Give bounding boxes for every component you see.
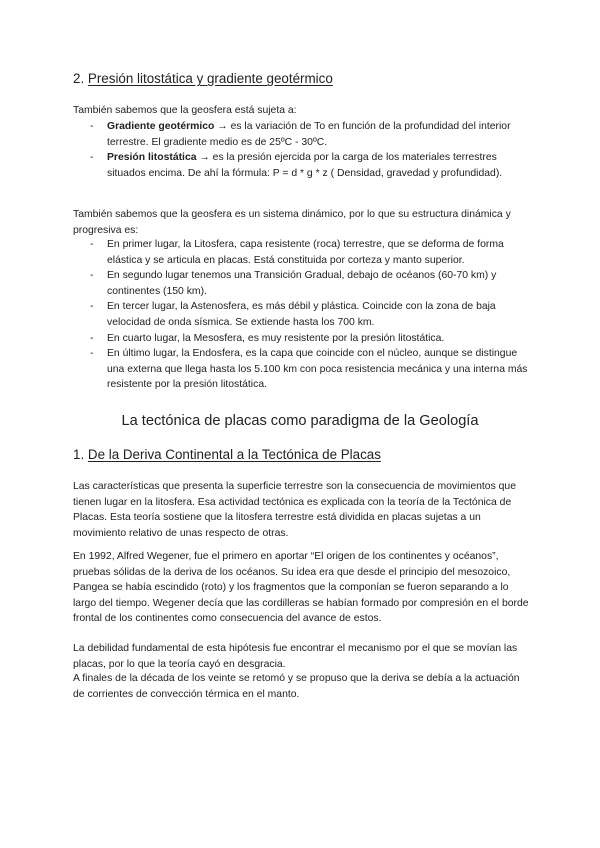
list-estructura-dinamica <box>73 237 531 393</box>
list-item <box>73 346 531 393</box>
term-definition: → es la presión ejercida por la carga de los materiales terrestres situados encima. De ahí la fórmula: P = d * g * z ( Densidad, gravedad y profundidad). <box>107 152 503 179</box>
bullet-dash: - <box>90 270 94 282</box>
bullet-dash: - <box>90 332 94 344</box>
bullet-dash: - <box>90 239 94 250</box>
list-item <box>73 150 531 181</box>
term-definition: → es la variación de To en función de la profundidad del interior terrestre. El gradiente medio es de 25ºC - 30ºC. <box>107 121 511 148</box>
list-item <box>73 299 531 330</box>
list-item <box>73 331 531 347</box>
section-heading-deriva <box>73 447 381 463</box>
paragraph-finales-decada: A finales de la década de los veinte se retomó y se propuso que la deriva se debía a la actuación de corrientes de convección térmica en el manto. <box>73 673 520 700</box>
list-item-text: En primer lugar, la Litosfera, capa resistente (roca) terrestre, que se deforma de forma elástica y se articula en placas. Está constituida por corteza y manto superior. <box>107 239 504 266</box>
section-heading-presion <box>73 71 333 87</box>
paragraph-sistema-dinamico: También sabemos que la geosfera es un sistema dinámico, por lo que su estructura dinámica y progresiva es: <box>73 209 511 236</box>
list-item <box>73 119 531 150</box>
paragraph-intro-geosfera: También sabemos que la geosfera está sujeta a: <box>73 105 297 116</box>
paragraph-debilidad: La debilidad fundamental de esta hipótesis fue encontrar el mecanismo por el que se movían las placas, por lo que la teoría cayó en desgracia. <box>73 643 518 670</box>
bullet-dash: - <box>90 301 94 313</box>
section-heading-title: De la Deriva Continental a la Tectónica de Placas <box>87 447 381 462</box>
list-geosfera-sujeta <box>73 119 531 181</box>
list-item-text: En segundo lugar tenemos una Transición Gradual, debajo de océanos (60-70 km) y continentes (150 km). <box>107 270 497 297</box>
bullet-dash: - <box>90 121 94 132</box>
paragraph-caracteristicas: Las características que presenta la superficie terrestre son la consecuencia de movimientos que tienen lugar en la litosfera. Esa actividad tectónica es explicada con la teoría de la Tectónica de Placas. Esta teoría sostiene que la litosfera terrestre está dividida en placas sujetas a un movimiento relativo de unas respecto de otras. <box>73 481 516 539</box>
chapter-title: La tectónica de placas como paradigma de la Geología <box>121 413 479 429</box>
section-heading-title: Presión litostática y gradiente geotérmico <box>87 71 333 86</box>
bullet-dash: - <box>90 152 94 164</box>
list-item-text: En último lugar, la Endosfera, es la capa que coincide con el núcleo, aunque se distingue una externa que llega hasta los 5.100 km con poca resistencia mecánica y una interna más resistente por la presión litostática. <box>107 348 528 391</box>
list-item <box>73 268 531 299</box>
term-presion: Presión litostática <box>107 152 197 164</box>
paragraph-wegener: En 1992, Alfred Wegener, fue el primero en aportar “El origen de los continentes y océanos”, pruebas sólidas de la deriva de los océanos. Su idea era que desde el principio del mesozoico, Pangea se había escindido (roto) y los fragmentos que la componían se fueron separando a lo largo del tiempo. Wegener decía que las cordilleras se habían formado por compresión en el borde frontal de los continentes como consecuencia del avance de estos. <box>73 551 529 625</box>
list-item-text: En tercer lugar, la Astenosfera, es más débil y plástica. Coincide con la zona de baja velocidad de onda sísmica. Se extiende hasta los 700 km. <box>107 301 496 328</box>
term-gradiente: Gradiente geotérmico <box>107 121 215 132</box>
section-heading-number: 2. <box>73 71 85 86</box>
list-item-text: En cuarto lugar, la Mesosfera, es muy resistente por la presión litostática. <box>107 332 445 344</box>
bullet-dash: - <box>90 348 94 360</box>
list-item <box>73 237 531 268</box>
section-heading-number: 1. <box>73 447 85 462</box>
